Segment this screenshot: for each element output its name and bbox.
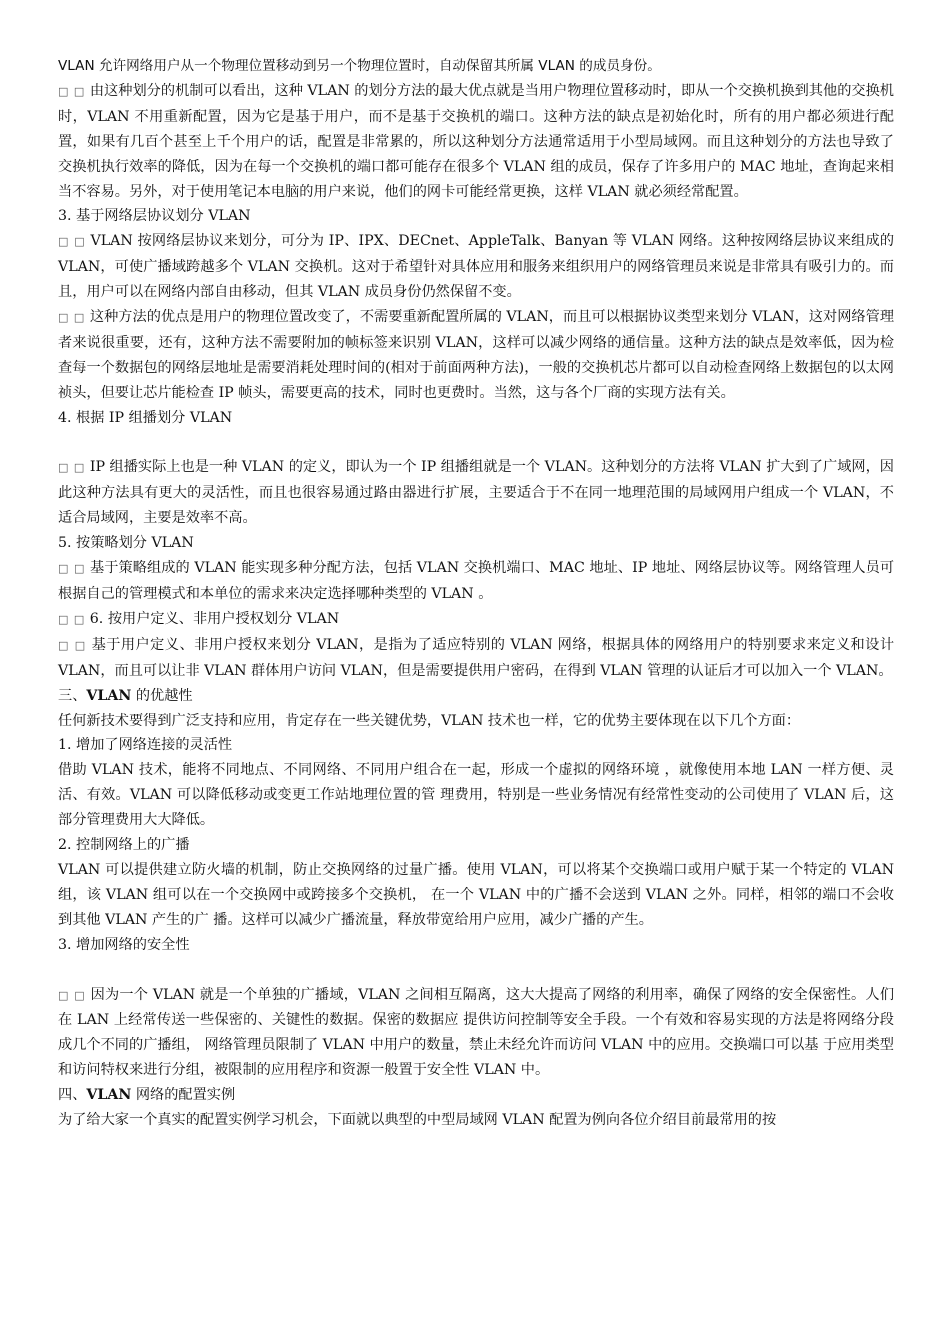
section-heading: 1. 增加了网络连接的灵活性	[58, 737, 233, 754]
paragraph: □ □ 因为一个 VLAN 就是一个单独的广播域，VLAN 之间相互隔离，这大大提高了网络的利用率，确保了网络的安全保密性。人们在 LAN 上经常传送一些保密的、关键性的数据。保密的数据应 提供访问控制等安全手段。一个有效和容易实现的方法是将网络分段成几个不同的广播组， 网络管理员限制了 VLAN 中用户的数量，禁止未经允许而访问 VLAN 中的应用。交换端口可以基 于应用类型和访问特权来进行分组，被限制的应用程序和资源一般置于安全性 VLAN 中。	[58, 986, 895, 1079]
paragraph: □ □ 这种方法的优点是用户的物理位置改变了，不需要重新配置所属的 VLAN，而且可以根据协议类型来划分 VLAN，这对网络管理者来说很重要，还有，这种方法不需要附加的帧标签来识别 VLAN，这样可以减少网络的通信量。这种方法的缺点是效率低，因为检查每一个数据包的网络层地址是需要消耗处理时间的(相对于前面两种方法)，一般的交换机芯片都可以自动检查网络上数据包的以太网祯头，但要让芯片能检查 IP 帧头，需要更高的技术，同时也更费时。当然，这与各个厂商的实现方法有关。	[58, 309, 895, 401]
section-heading: 4. 根据 IP 组播划分 VLAN	[58, 409, 233, 426]
section-heading: □ □ 6. 按用户定义、非用户授权划分 VLAN	[58, 610, 340, 627]
indent-mark: □ □	[58, 311, 90, 325]
paragraph: VLAN 可以提供建立防火墙的机制，防止交换网络的过量广播。使用 VLAN，可以将某个交换端口或用户赋于某一个特定的 VLAN 组，该 VLAN 组可以在一个交换网中或跨接多个交换机， 在一个 VLAN 中的广播不会送到 VLAN 之外。同样，相邻的端口不会收到其他 VLAN 产生的广 播。这样可以减少广播流量，释放带宽给用户应用，减少广播的产生。	[58, 861, 894, 928]
blank-line	[58, 958, 894, 983]
section-heading: 5. 按策略划分 VLAN	[58, 535, 194, 552]
paragraph: 借助 VLAN 技术，能将不同地点、不同网络、不同用户组合在一起，形成一个虚拟的网络环境 ，就像使用本地 LAN 一样方便、灵活、有效。VLAN 可以降低移动或变更工作站地理位置的管 理费用，特别是一些业务情况有经常性变动的公司使用了 VLAN 后，这部分管理费用大大降低。	[58, 762, 894, 829]
paragraph: □ □ 基于用户定义、非用户授权来划分 VLAN，是指为了适应特别的 VLAN 网络，根据具体的网络用户的特别要求来定义和设计 VLAN，而且可以让非 VLAN 群体用户访问 VLAN，但是需要提供用户密码，在得到 VLAN 管理的认证后才可以加入一个 VLAN。	[58, 636, 895, 679]
section-heading: 2. 控制网络上的广播	[58, 837, 190, 854]
section-heading: 3. 增加网络的安全性	[58, 936, 190, 953]
indent-mark: □ □	[58, 84, 90, 98]
section-heading: 3. 基于网络层协议划分 VLAN	[58, 208, 251, 225]
indent-mark: □ □	[58, 988, 91, 1002]
paragraph: VLAN 允许网络用户从一个物理位置移动到另一个物理位置时，自动保留其所属 VLAN 的成员身份。	[58, 58, 661, 74]
indent-mark: □ □	[58, 461, 90, 475]
paragraph: □ □ 由这种划分的机制可以看出，这种 VLAN 的划分方法的最大优点就是当用户物理位置移动时，即从一个交换机换到其他的交换机时，VLAN 不用重新配置，因为它是基于用户，而不是基于交换机的端口。这种方法的缺点是初始化时，所有的用户都必须进行配置，如果有几百个甚至上千个用户的话，配置是非常累的，所以这种划分方法通常适用于小型局域网。而且这种划分的方法也导致了交换机执行效率的降低，因为在每一个交换机的端口都可能存在很多个 VLAN 组的成员，保存了许多用户的 MAC 地址，查询起来相当不容易。另外，对于使用笔记本电脑的用户来说，他们的网卡可能经常更换，这样 VLAN 就必须经常配置。	[58, 82, 894, 200]
indent-mark: □ □	[58, 612, 90, 626]
chapter-heading: 三、VLAN 的优越性	[58, 687, 193, 704]
paragraph: □ □ 基于策略组成的 VLAN 能实现多种分配方法，包括 VLAN 交换机端口、MAC 地址、IP 地址、网络层协议等。网络管理人员可根据自己的管理模式和本单位的需求来决定选择哪种类型的 VLAN 。	[58, 560, 895, 603]
blank-line	[58, 431, 894, 456]
paragraph: □ □ IP 组播实际上也是一种 VLAN 的定义，即认为一个 IP 组播组就是一个 VLAN。这种划分的方法将 VLAN 扩大到了广域网，因此这种方法具有更大的灵活性，而且也很容易通过路由器进行扩展，主要适合于不在同一地理范围的局域网用户组成一个 VLAN，不适合局域网，主要是效率不高。	[58, 459, 894, 527]
chapter-heading: 四、VLAN 网络的配置实例	[58, 1087, 236, 1104]
paragraph: □ □ VLAN 按网络层协议来划分，可分为 IP、IPX、DECnet、AppleTalk、Banyan 等 VLAN 网络。这种按网络层协议来组成的 VLAN，可使广播域跨越多个 VLAN 交换机。这对于希望针对具体应用和服务来组织用户的网络管理员来说是非常具有吸引力的。而且，用户可以在网络内部自由移动，但其 VLAN 成员身份仍然保留不变。	[58, 233, 895, 301]
paragraph: 为了给大家一个真实的配置实例学习机会，下面就以典型的中型局域网 VLAN 配置为例向各位介绍目前最常用的按	[58, 1112, 777, 1129]
paragraph: 任何新技术要得到广泛支持和应用，肯定存在一些关键优势，VLAN 技术也一样，它的优势主要体现在以下几个方面：	[58, 712, 801, 729]
document-page	[58, 54, 894, 1133]
indent-mark: □ □	[58, 638, 92, 652]
indent-mark: □ □	[58, 235, 91, 249]
indent-mark: □ □	[58, 562, 91, 576]
